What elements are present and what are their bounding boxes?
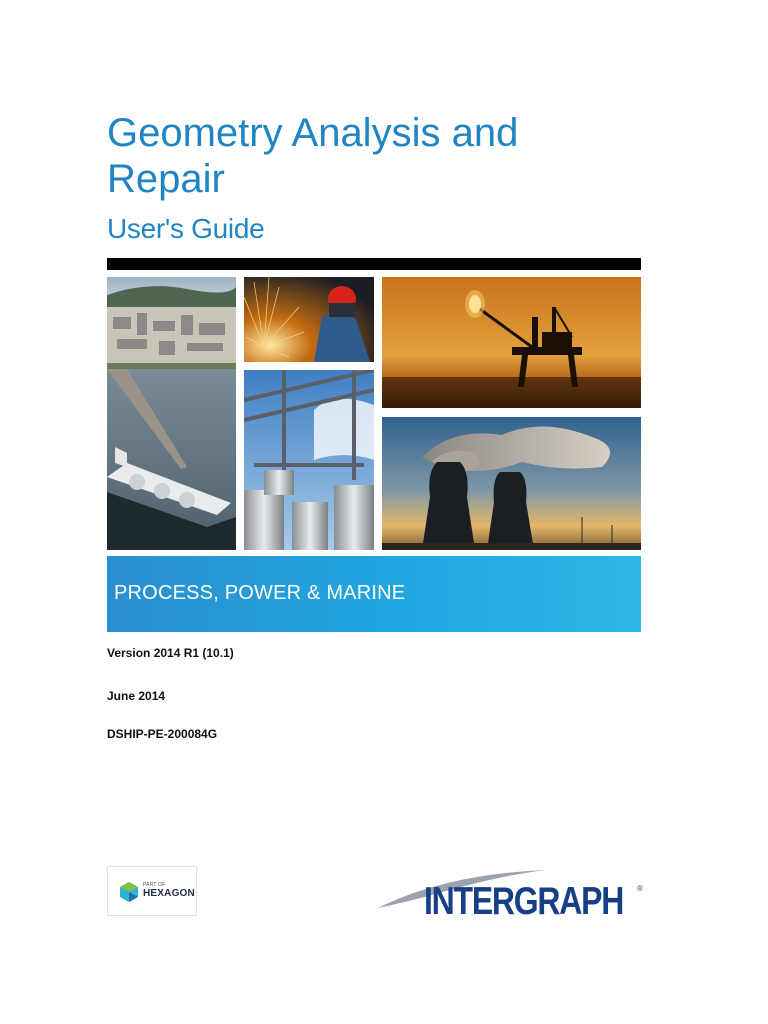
offshore-platform-photo bbox=[382, 277, 641, 408]
intergraph-name: INTERGRAPH bbox=[424, 880, 624, 923]
welder-sparks-photo bbox=[244, 277, 374, 362]
black-divider-bar bbox=[107, 258, 641, 270]
hexagon-part-of-text: PART OF bbox=[143, 882, 166, 888]
intergraph-logo bbox=[376, 866, 648, 926]
version-text: Version 2014 R1 (10.1) bbox=[107, 646, 234, 660]
lng-tanker-photo bbox=[107, 277, 236, 550]
cooling-towers-photo bbox=[382, 417, 641, 550]
date-text: June 2014 bbox=[107, 689, 166, 703]
registered-mark: ® bbox=[637, 884, 643, 893]
refinery-tanks-photo bbox=[244, 370, 374, 550]
document-subtitle: User's Guide bbox=[107, 213, 265, 244]
banner-text: PROCESS, POWER & MARINE bbox=[114, 582, 406, 604]
document-number: DSHIP-PE-200084G bbox=[107, 727, 218, 741]
hexagon-logo bbox=[107, 866, 197, 916]
hexagon-name: HEXAGON bbox=[143, 888, 195, 899]
document-title: Geometry Analysis and Repair bbox=[107, 111, 519, 201]
hexagon-icon bbox=[118, 881, 140, 903]
process-power-marine-banner bbox=[107, 556, 641, 632]
